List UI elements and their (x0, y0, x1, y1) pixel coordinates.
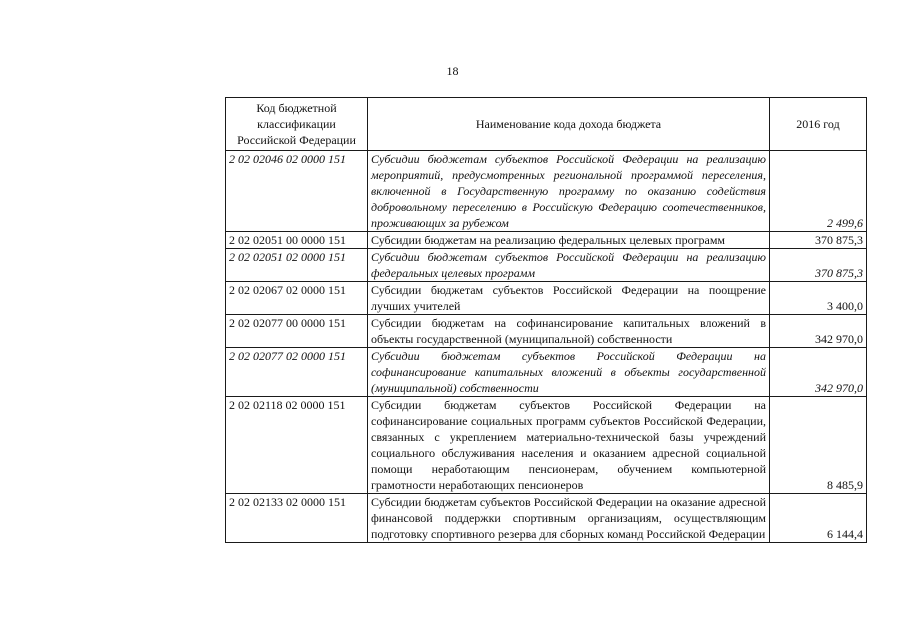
table-row (226, 494, 867, 543)
budget-code-cell: 2 02 02133 02 0000 151 (226, 494, 368, 543)
amount-cell: 6 144,4 (770, 494, 867, 543)
budget-income-table (225, 97, 867, 543)
income-name-cell: Субсидии бюджетам субъектов Российской Федерации на реализацию федеральных целевых программ (368, 249, 770, 282)
income-name-cell: Субсидии бюджетам субъектов Российской Федерации на поощрение лучших учителей (368, 282, 770, 315)
income-name-cell: Субсидии бюджетам субъектов Российской Федерации на оказание адресной финансовой поддержки спортивным организациям, осуществляющим подготовку спортивного резерва для сборных команд Российской Федерации (368, 494, 770, 543)
amount-cell: 370 875,3 (770, 249, 867, 282)
income-name-cell: Субсидии бюджетам на реализацию федеральных целевых программ (368, 232, 770, 249)
amount-cell: 342 970,0 (770, 315, 867, 348)
income-name-cell: Субсидии бюджетам субъектов Российской Федерации на реализацию мероприятий, предусмотренных региональной программой переселения, включенной в Государственную программу по оказанию содействия добровольному переселению в Российскую Федерацию соотечественников, проживающих за рубежом (368, 151, 770, 232)
amount-cell: 8 485,9 (770, 397, 867, 494)
table-row (226, 397, 867, 494)
table-row (226, 249, 867, 282)
table-row (226, 282, 867, 315)
amount-cell: 342 970,0 (770, 348, 867, 397)
table-header-row (226, 98, 867, 151)
budget-code-cell: 2 02 02051 02 0000 151 (226, 249, 368, 282)
header-budget-code: Код бюджетной классификации Российской Федерации (226, 98, 368, 151)
budget-code-cell: 2 02 02077 02 0000 151 (226, 348, 368, 397)
budget-code-cell: 2 02 02067 02 0000 151 (226, 282, 368, 315)
table-row (226, 315, 867, 348)
budget-code-cell: 2 02 02118 02 0000 151 (226, 397, 368, 494)
table-row (226, 348, 867, 397)
amount-cell: 3 400,0 (770, 282, 867, 315)
budget-code-cell: 2 02 02051 00 0000 151 (226, 232, 368, 249)
page-number: 18 (446, 64, 459, 78)
header-income-name: Наименование кода дохода бюджета (368, 98, 770, 151)
income-name-cell: Субсидии бюджетам субъектов Российской Федерации на софинансирование капитальных вложений в объекты государственной (муниципальной) собственности (368, 348, 770, 397)
amount-cell: 2 499,6 (770, 151, 867, 232)
budget-code-cell: 2 02 02077 00 0000 151 (226, 315, 368, 348)
budget-code-cell: 2 02 02046 02 0000 151 (226, 151, 368, 232)
income-name-cell: Субсидии бюджетам субъектов Российской Федерации на софинансирование социальных программ субъектов Российской Федерации, связанных с укреплением материально-технической базы учреждений социального обслуживания населения и оказанием адресной социальной помощи неработающим пенсионерам, обучением компьютерной грамотности неработающих пенсионеров (368, 397, 770, 494)
header-year-2016: 2016 год (770, 98, 867, 151)
income-name-cell: Субсидии бюджетам на софинансирование капитальных вложений в объекты государственной (муниципальной) собственности (368, 315, 770, 348)
amount-cell: 370 875,3 (770, 232, 867, 249)
table-row (226, 151, 867, 232)
table-row (226, 232, 867, 249)
